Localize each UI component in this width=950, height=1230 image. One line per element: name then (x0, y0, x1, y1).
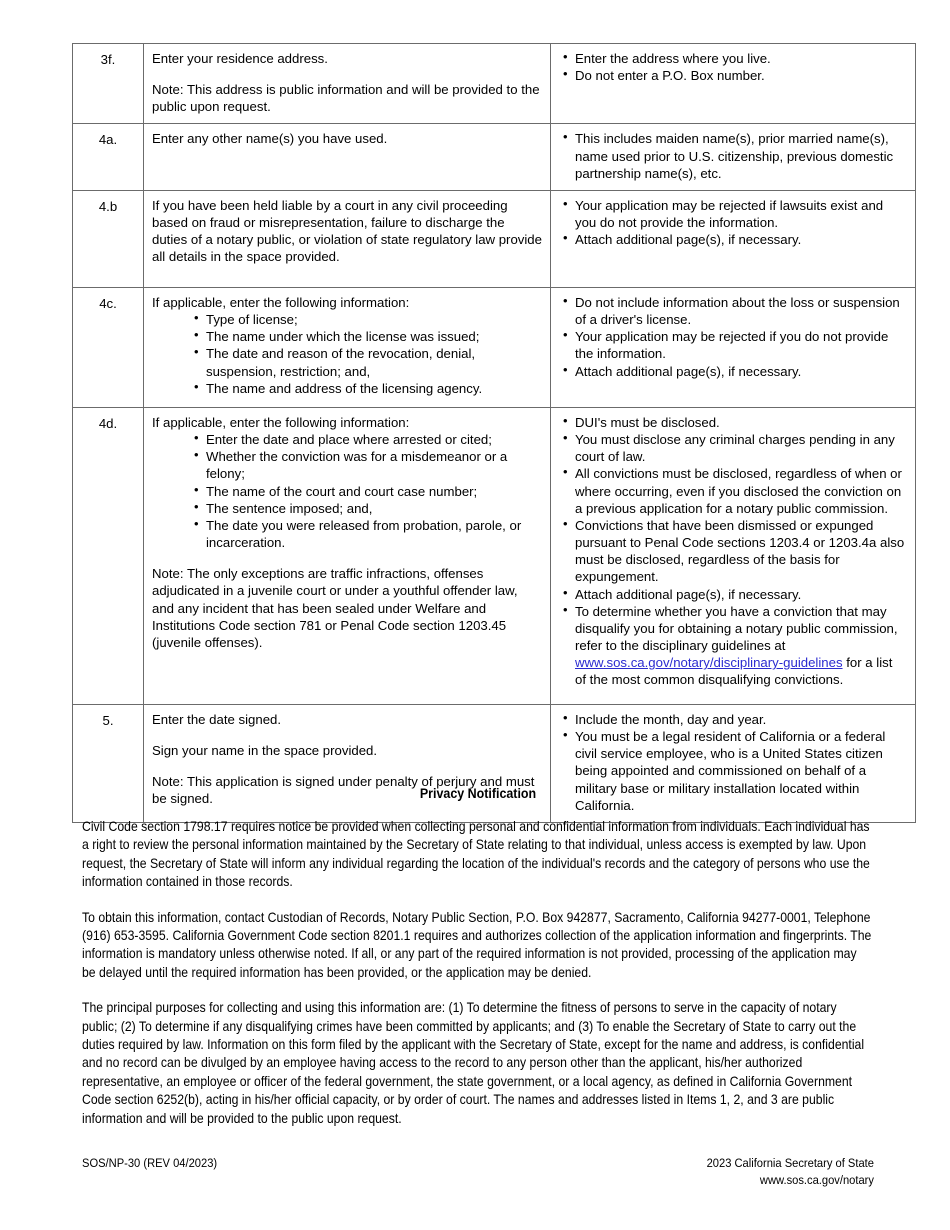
table-row (73, 190, 916, 287)
information-cell (551, 44, 916, 124)
privacy-paragraph: To obtain this information, contact Custodian of Records, Notary Public Section, P.O. Box 942877, Sacramento, California 94277-0001, Telephone (916) 653-3595. California Government Code section 8201.1 requires and authorizes collection of the application information and fingerprints. The information is mandatory unless otherwise noted. If all, or any part of the required information is not provided, processing of the application may be delayed until the required information has been provided, or the application may be denied. (82, 909, 872, 980)
instruction-cell (144, 44, 551, 124)
information-bullet-list (561, 197, 907, 248)
instruction-paragraph: Note: The only exceptions are traffic infractions, offenses adjudicated in a juvenile court or under a youthful offender law, and any incident that has been sealed under Welfare and Institutions Code section 781 or Penal Code section 1203.45 (juvenile offenses). (152, 566, 518, 650)
instruction-bullet-list (152, 311, 542, 397)
list-item: • The date and reason of the revocation, denial, suspension, restriction; and, (192, 345, 542, 379)
footer-agency-name: 2023 California Secretary of State (706, 1156, 874, 1170)
disciplinary-guidelines-link[interactable]: www.sos.ca.gov/notary/disciplinary-guidelines (575, 655, 843, 671)
privacy-notification-title: Privacy Notification (419, 786, 537, 801)
information-cell (551, 124, 916, 190)
list-item: • The sentence imposed; and, (192, 500, 542, 517)
instruction-paragraph: If applicable, enter the following information: (152, 294, 410, 310)
list-item: • Attach additional page(s), if necessary. (561, 586, 907, 603)
list-item: • Your application may be rejected if you do not provide the information. (561, 328, 907, 362)
item-number-cell: 4a. (73, 124, 144, 190)
footer-website: www.sos.ca.gov/notary (759, 1172, 874, 1187)
list-item: • The name of the court and court case number; (192, 483, 542, 500)
table-row (73, 124, 916, 190)
instruction-bullet-list (152, 431, 542, 551)
list-item: • Attach additional page(s), if necessary. (561, 231, 907, 248)
list-item: • Convictions that have been dismissed or expunged pursuant to Penal Code sections 1203.4 or 1203.4a also must be disclosed, regardless of the basis for expungement. (561, 517, 907, 586)
information-cell (551, 190, 916, 287)
information-bullet-list (561, 414, 907, 689)
instruction-paragraph: Note: This application is signed under penalty of perjury and must be signed. (152, 774, 535, 807)
list-item: • Include the month, day and year. (561, 711, 907, 728)
privacy-paragraphs (82, 818, 874, 1128)
instruction-cell (144, 124, 551, 190)
list-item: • Do not enter a P.O. Box number. (561, 67, 907, 84)
item-number-cell: 3f. (73, 44, 144, 124)
list-item: • The name under which the license was issued; (192, 328, 542, 345)
information-bullet-list (561, 50, 907, 84)
instruction-paragraph: Enter your residence address. (152, 51, 328, 66)
list-item: • Enter the address where you live. (561, 50, 907, 67)
information-cell (551, 407, 916, 704)
list-item: • Do not include information about the loss or suspension of a driver's license. (561, 294, 907, 328)
list-item: • Whether the conviction was for a misdemeanor or a felony; (192, 448, 542, 482)
instructions-table (72, 43, 916, 823)
instruction-paragraph: If you have been held liable by a court in any civil proceeding based on fraud or misrepresentation, failure to discharge the duties of a notary public, or violation of state regulatory law provide all details in the space provided. (152, 197, 542, 265)
instruction-cell (144, 190, 551, 287)
table-row (73, 287, 916, 407)
instruction-cell (144, 407, 551, 704)
link-bullet-text-before: To determine whether you have a conviction that may disqualify you for obtaining a notary public commission, refer to the disciplinary guidelines at (575, 603, 898, 653)
table-row (73, 407, 916, 704)
instruction-paragraph: Note: This address is public information and will be provided to the public upon request. (152, 82, 540, 115)
instruction-paragraph: Enter the date signed. (152, 711, 282, 727)
privacy-paragraph: Civil Code section 1798.17 requires notice be provided when collecting personal and confidential information from individuals. Each individual has a right to review the personal information maintained by the Secretary of State relating to that individual, unless access is exempted by law. Upon request, the Secretary of State will inform any individual regarding the location of the individual's records and the category of persons who use the information contained in those records. (82, 819, 870, 890)
list-item: • Your application may be rejected if lawsuits exist and you do not provide the information. (561, 197, 907, 231)
list-item: • You must disclose any criminal charges pending in any court of law. (561, 431, 907, 465)
item-number-cell: 4.b (73, 190, 144, 287)
item-number-cell: 5. (73, 704, 144, 822)
information-bullet-list (561, 294, 907, 380)
list-item: • Enter the date and place where arrested or cited; (192, 431, 542, 448)
footer-form-id: SOS/NP-30 (REV 04/2023) (82, 1156, 218, 1170)
information-cell (551, 287, 916, 407)
instruction-paragraph: Sign your name in the space provided. (152, 743, 378, 759)
list-item: • Type of license; (192, 311, 542, 328)
item-number-cell: 4d. (73, 407, 144, 704)
privacy-notification-section (82, 786, 874, 1145)
list-item: • This includes maiden name(s), prior married name(s), name used prior to U.S. citizenship, previous domestic partnership name(s), etc. (561, 130, 907, 181)
list-item-with-link (561, 603, 907, 689)
list-item: • DUI's must be disclosed. (561, 414, 907, 431)
footer-agency-block (707, 1155, 874, 1188)
information-bullet-list (561, 130, 907, 181)
instruction-paragraph: If applicable, enter the following information: (152, 414, 410, 430)
list-item: • Attach additional page(s), if necessary. (561, 363, 907, 380)
list-item: • You must be a legal resident of California or a federal civil service employee, who is a United States citizen being appointed and commissioned on behalf of a military base or military installation located within California. (561, 728, 907, 814)
list-item: • The date you were released from probation, parole, or incarceration. (192, 517, 542, 551)
instruction-paragraph: Enter any other name(s) you have used. (152, 131, 388, 147)
link-bullet-text-after: for a list of the most common disqualifying convictions. (575, 655, 893, 688)
instruction-cell (144, 287, 551, 407)
list-item: • All convictions must be disclosed, regardless of when or where occurring, even if you disclosed the conviction on a previous application for a notary public commission. (561, 465, 907, 516)
privacy-paragraph: The principal purposes for collecting and using this information are: (1) To determine the fitness of persons to serve in the capacity of notary public; (2) To determine if any disqualifying crimes have been committed by applicants; and (3) To enable the Secretary of State to carry out the duties required by law. Information on this form filed by the applicant with the Secretary of State, except for the name and address, is confidential and no record can be divulged by an employee having access to the record to any person other than the applicant, his/her authorized representative, an employee or officer of the federal government, the state government, or a local agency, as defined in California Government Code section 6252(b), acting in his/her official capacity, or by order of court. The names and addresses listed in Items 1, 2, and 3 are public information and will be provided to the public upon request. (82, 1000, 865, 1126)
table-row (73, 44, 916, 124)
item-number-cell: 4c. (73, 287, 144, 407)
list-item: • The name and address of the licensing agency. (192, 380, 542, 397)
